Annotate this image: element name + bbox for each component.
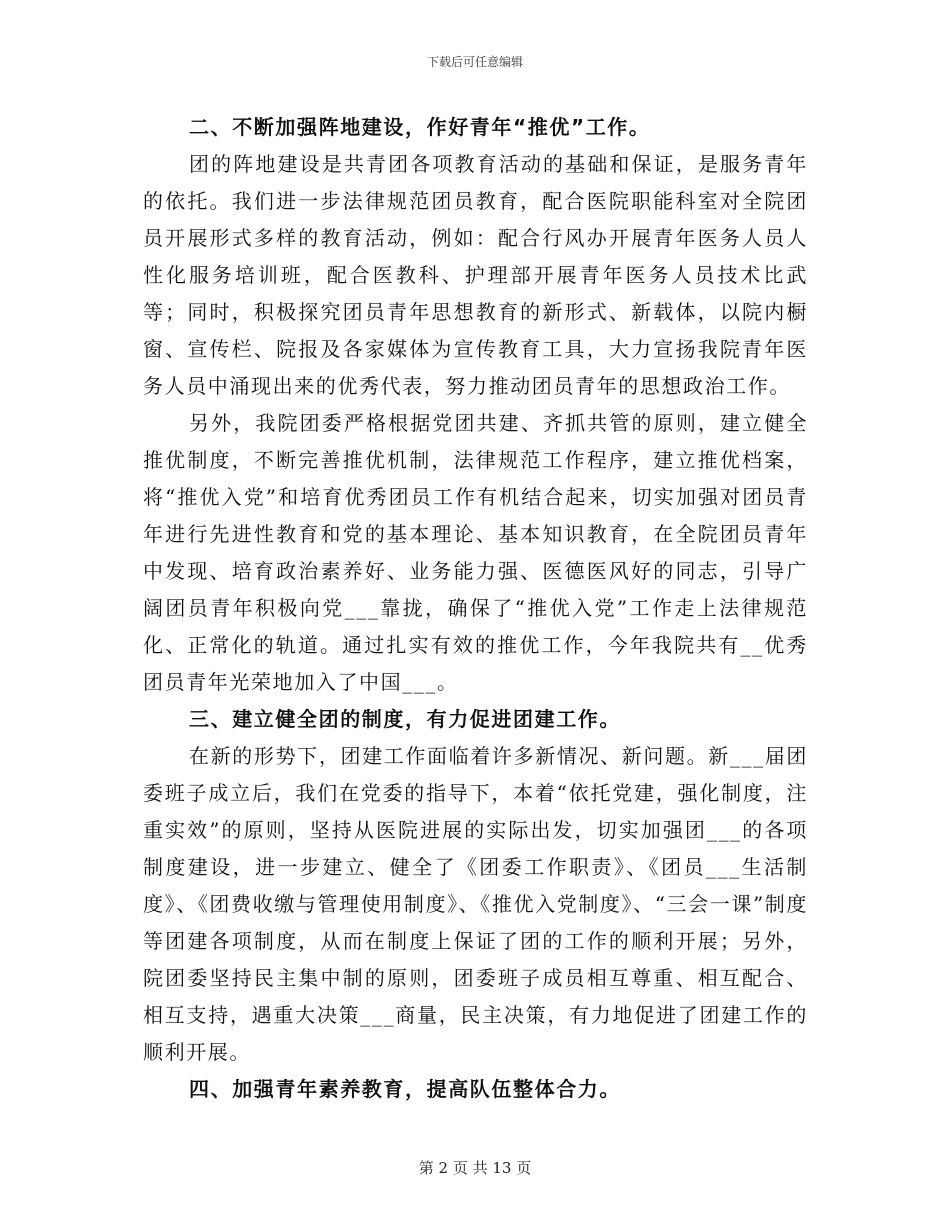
section-heading-2: 二、不断加强阵地建设，作好青年“推优”工作。 — [189, 115, 651, 139]
paragraph: 团的阵地建设是共青团各项教育活动的基础和保证，是服务青年的依托。我们进一步法律规范团员教育，配合医院职能科室对全院团员开展形式多样的教育活动，例如：配合行风办开展青年医务人员人性化服务培训班，配合医教科、护理部开展青年医务人员技术比武等；同时，积极探究团员青年思想教育的新形式、新载体，以院内橱窗、宣传栏、院报及各家媒体为宣传教育工具，大力宣扬我院青年医务人员中涌现出来的优秀代表，努力推动团员青年的思想政治工作。 — [143, 152, 808, 398]
paragraph: 在新的形势下，团建工作面临着许多新情况、新问题。新___届团委班子成立后，我们在党委的指导下，本着“依托党建，强化制度，注重实效”的原则，坚持从医院进展的实际出发，切实加强团___的各项制度建设，进一步建立、健全了《团委工作职责》、《团员___生活制度》、《团费收缴与管理使用制度》、《推优入党制度》、“三会一课”制度等团建各项制度，从而在制度上保证了团的工作的顺利开展；另外，院团委坚持民主集中制的原则，团委班子成员相互尊重、相互配合、相互支持，遇重大决策___商量，民主决策，有力地促进了团建工作的顺利开展。 — [143, 744, 808, 1064]
page-number: 第 2 页 共 13 页 — [418, 1159, 532, 1177]
section-heading-3: 三、建立健全团的制度，有力促进团建工作。 — [189, 707, 621, 731]
page-header-note: 下载后可任意编辑 — [426, 55, 523, 69]
section-heading-4: 四、加强青年素养教育，提高队伍整体合力。 — [189, 1077, 621, 1101]
paragraph: 另外，我院团委严格根据党团共建、齐抓共管的原则，建立健全推优制度，不断完善推优机制，法律规范工作程序，建立推优档案，将“推优入党”和培育优秀团员工作有机结合起来，切实加强对团员青年进行先进性教育和党的基本理论、基本知识教育，在全院团员青年中发现、培育政治素养好、业务能力强、医德医风好的同志，引导广阔团员青年积极向党___靠拢，确保了“推优入党”工作走上法律规范化、正常化的轨道。通过扎实有效的推优工作，今年我院共有__优秀团员青年光荣地加入了中国___。 — [143, 411, 808, 694]
document-body — [143, 109, 808, 1108]
